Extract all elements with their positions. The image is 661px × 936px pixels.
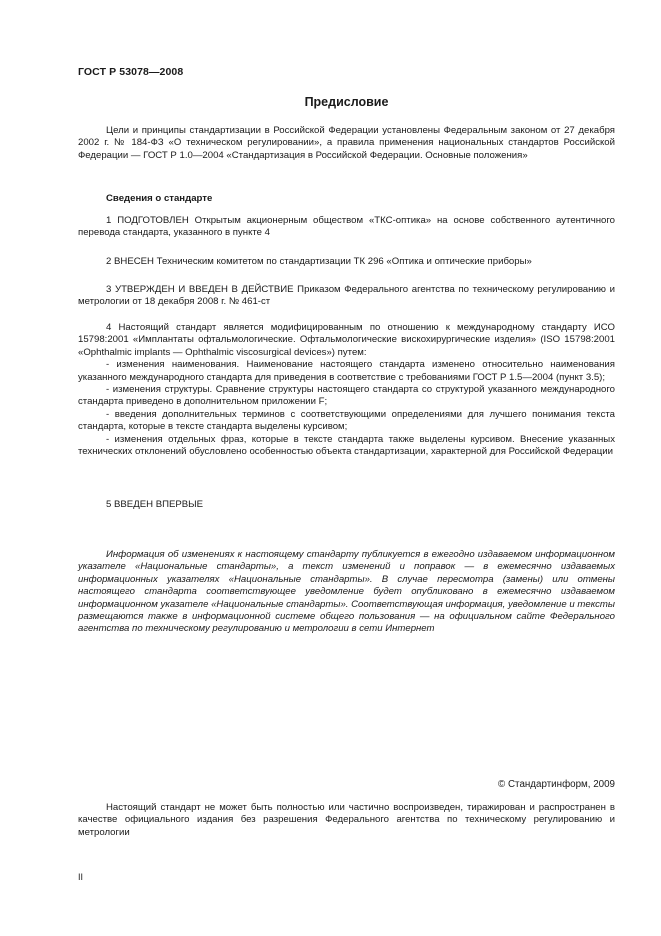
item-4: 4 Настоящий стандарт является модифицированным по отношению к международному стандарту ИСО 15798:2001 «Имплантаты офтальмологические. Офтальмологические вискохирургические изделия» (ISO 15798:2001 «Ophthalmic implants — Ophthalmic viscosurgical devices») путем: [78, 322, 615, 358]
item-2: 2 ВНЕСЕН Техническим комитетом по стандартизации ТК 296 «Оптика и оптические приборы» [106, 256, 532, 267]
section-heading: Сведения о стандарте [106, 193, 213, 204]
item-4-bullet-4: - изменения отдельных фраз, которые в тексте стандарта также выделены курсивом. Внесение указанных технических отклонений обусловлено особенностью объекта стандартизации, характерной для Российской Федерации [78, 433, 615, 458]
item-1: 1 ПОДГОТОВЛЕН Открытым акционерным обществом «ТКС-оптика» на основе собственного аутентичного перевода стандарта, указанного в пункте 4 [78, 215, 615, 239]
item-4-bullet-2: - изменения структуры. Сравнение структуры настоящего стандарта со структурой указанного международного стандарта приведено в дополнительном приложении F; [78, 384, 615, 408]
reproduction-notice: Настоящий стандарт не может быть полностью или частично воспроизведен, тиражирован и распространен в качестве официального издания без разрешения Федерального агентства по техническому регулированию и метрологии [78, 802, 615, 838]
copyright: © Стандартинформ, 2009 [498, 779, 615, 790]
item-4-bullet-1: - изменения наименования. Наименование настоящего стандарта изменено относительно наименования указанного международного стандарта для приведения в соответствие с требованиями ГОСТ Р 1.5—2004 (пункт 3.5); [78, 359, 615, 383]
page-number: II [78, 872, 84, 882]
standard-code: ГОСТ Р 53078—2008 [78, 66, 184, 78]
page-title-text: Предисловие [304, 95, 389, 109]
item-3: 3 УТВЕРЖДЕН И ВВЕДЕН В ДЕЙСТВИЕ Приказом Федерального агентства по техническому регулированию и метрологии от 18 декабря 2008 г. № 461-ст [78, 284, 615, 308]
item-5: 5 ВВЕДЕН ВПЕРВЫЕ [106, 499, 204, 510]
item-4-block [78, 322, 615, 458]
intro-paragraph: Цели и принципы стандартизации в Российской Федерации установлены Федеральным законом от 27 декабря 2002 г. № 184-ФЗ «О техническом регулировании», а правила применения национальных стандартов Российской Федерации — ГОСТ Р 1.0—2004 «Стандартизация в Российской Федерации. Основные положения» [78, 125, 615, 161]
info-notice: Информация об изменениях к настоящему стандарту публикуется в ежегодно издаваемом информационном указателе «Национальные стандарты», а текст изменений и поправок — в ежемесячно издаваемых информационных указателях «Национальные стандарты». В случае пересмотра (замены) или отмены настоящего стандарта соответствующее уведомление будет опубликовано в ежемесячно издаваемом информационном указателе «Национальные стандарты». Соответствующая информация, уведомление и тексты размещаются также в информационной системе общего пользования — на официальном сайте Федерального агентства по техническому регулированию и метрологии в сети Интернет [78, 549, 615, 635]
page-title [0, 95, 661, 109]
item-4-bullet-3: - введения дополнительных терминов с соответствующими определениями для лучшего понимания текста стандарта, которые в тексте стандарта выделены курсивом; [78, 408, 615, 433]
